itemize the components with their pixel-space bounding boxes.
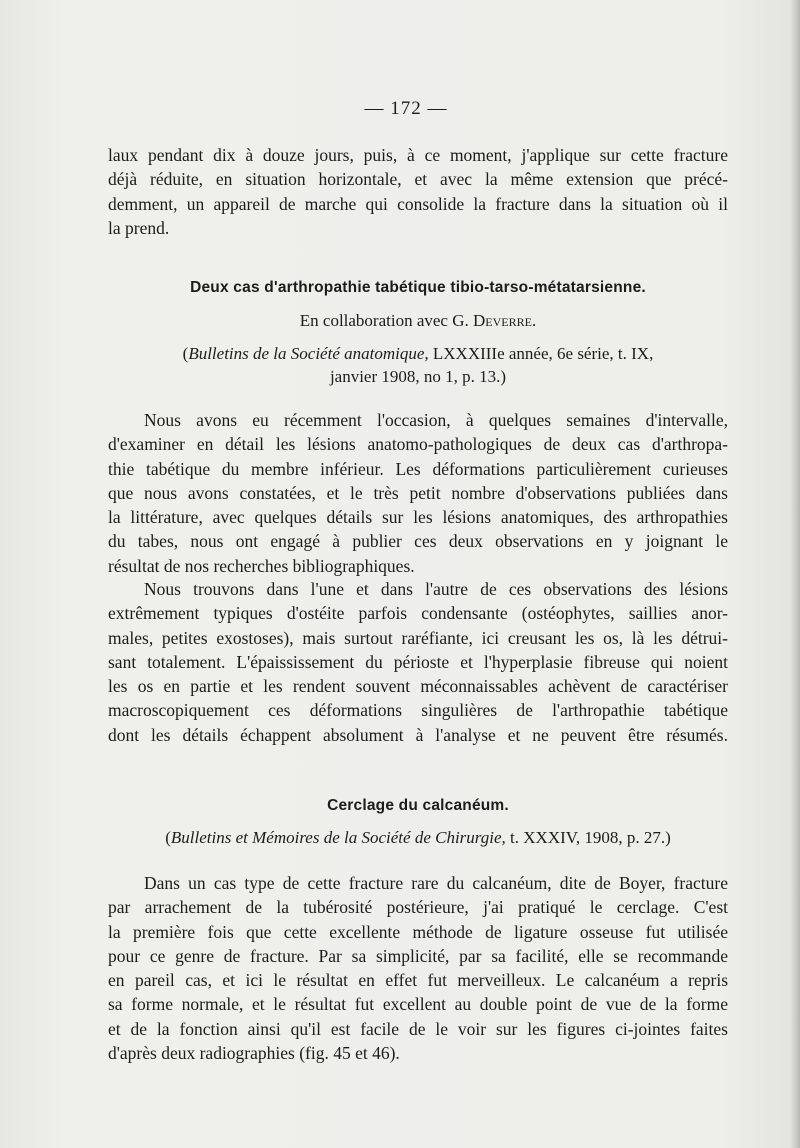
reference-journal: Bulletins de la Société anatomique,: [188, 344, 429, 363]
text-line: la première fois que cette excellente méthode de ligature osseuse fut utilisée: [108, 921, 728, 942]
text-line: thie tabétique du membre inférieur. Les déformations particulièrement curieuses: [108, 458, 728, 479]
text-line: sa forme normale, et le résultat fut excellent au double point de vue de la forme: [108, 994, 728, 1015]
reference-line-2: janvier 1908, no 1, p. 13.): [329, 367, 507, 386]
text-line: sant totalement. L'épaississement du périoste et l'hyperplasie fibreuse qui noient: [108, 651, 728, 672]
text-line: demment, un appareil de marche qui consolide la fracture dans la situation où il: [108, 193, 728, 214]
collaboration-prefix: En collaboration avec G.: [299, 311, 474, 330]
collaboration-line: [0, 311, 800, 331]
text-line: résultat de nos recherches bibliographiques.: [108, 555, 415, 576]
reference-open-paren: (: [165, 828, 171, 847]
reference-line: [0, 828, 800, 848]
text-line: Dans un cas type de cette fracture rare du calcanéum, dite de Boyer, fracture: [144, 873, 728, 893]
text-line: males, petites exostoses), mais surtout raréfiante, ici creusant les os, là les détrui-: [108, 627, 728, 648]
intro-paragraph: [108, 143, 728, 240]
text-line: Nous trouvons dans l'une et dans l'autre de ces observations des lésions: [144, 579, 728, 599]
text-line: d'examiner en détail les lésions anatomo-pathologiques de deux cas d'arthropa-: [108, 434, 728, 455]
text-line: déjà réduite, en situation horizontale, et avec la même extension que précé-: [108, 169, 728, 190]
paragraph: [108, 871, 728, 1065]
paragraph: [108, 408, 728, 578]
reference-open-paren: (: [182, 344, 189, 363]
paragraph: [108, 577, 728, 747]
collaborator-name: Deverre.: [473, 311, 537, 330]
text-line: et de la fonction ainsi qu'il est facile de le voir sur les figures ci-jointes faites: [108, 1018, 728, 1039]
text-line: la littérature, avec quelques détails sur les lésions anatomiques, des arthropathies: [108, 507, 728, 528]
text-line: en pareil cas, et ici le résultat en effet fut merveilleux. Le calcanéum a repris: [108, 970, 728, 991]
text-line: d'après deux radiographies (fig. 45 et 46).: [108, 1043, 400, 1064]
text-line: la prend.: [108, 217, 170, 238]
text-line: extrêmement typiques d'ostéite parfois condensante (ostéophytes, saillies anor-: [108, 603, 728, 624]
text-line: dont les détails échappent absolument à l'analyse et ne peuvent être résumés.: [108, 724, 728, 745]
section-title: Deux cas d'arthropathie tabétique tibio-tarso-métatarsienne.: [190, 279, 646, 296]
reference-line: [0, 344, 800, 364]
text-line: pour ce genre de fracture. Par sa simplicité, par sa facilité, elle se recommande: [108, 945, 728, 966]
page-edge-shadow: [790, 0, 800, 1148]
reference-details: t. XXXIV, 1908, p. 27.): [505, 828, 671, 847]
reference-journal: Bulletins et Mémoires de la Société de Chirurgie,: [170, 828, 506, 847]
text-line: que nous avons constatées, et le très petit nombre d'observations publiées dans: [108, 482, 728, 503]
text-line: du tabes, nous ont engagé à publier ces deux observations en y joignant le: [108, 531, 728, 552]
text-line: les os en partie et les rendent souvent méconnaissables achèvent de caractériser: [108, 676, 728, 697]
text-line: laux pendant dix à douze jours, puis, à ce moment, j'applique sur cette fracture: [108, 145, 728, 165]
text-line: macroscopiquement ces déformations singulières de l'arthropathie tabétique: [108, 700, 728, 721]
text-line: par arrachement de la tubérosité postérieure, j'ai pratiqué le cerclage. C'est: [108, 897, 728, 918]
section-title: Cerclage du calcanéum.: [327, 797, 509, 814]
text-line: Nous avons eu récemment l'occasion, à quelques semaines d'intervalle,: [144, 410, 728, 430]
reference-details: LXXXIIIe année, 6e série, t. IX,: [428, 344, 654, 363]
page-number: — 172 —: [364, 98, 448, 119]
